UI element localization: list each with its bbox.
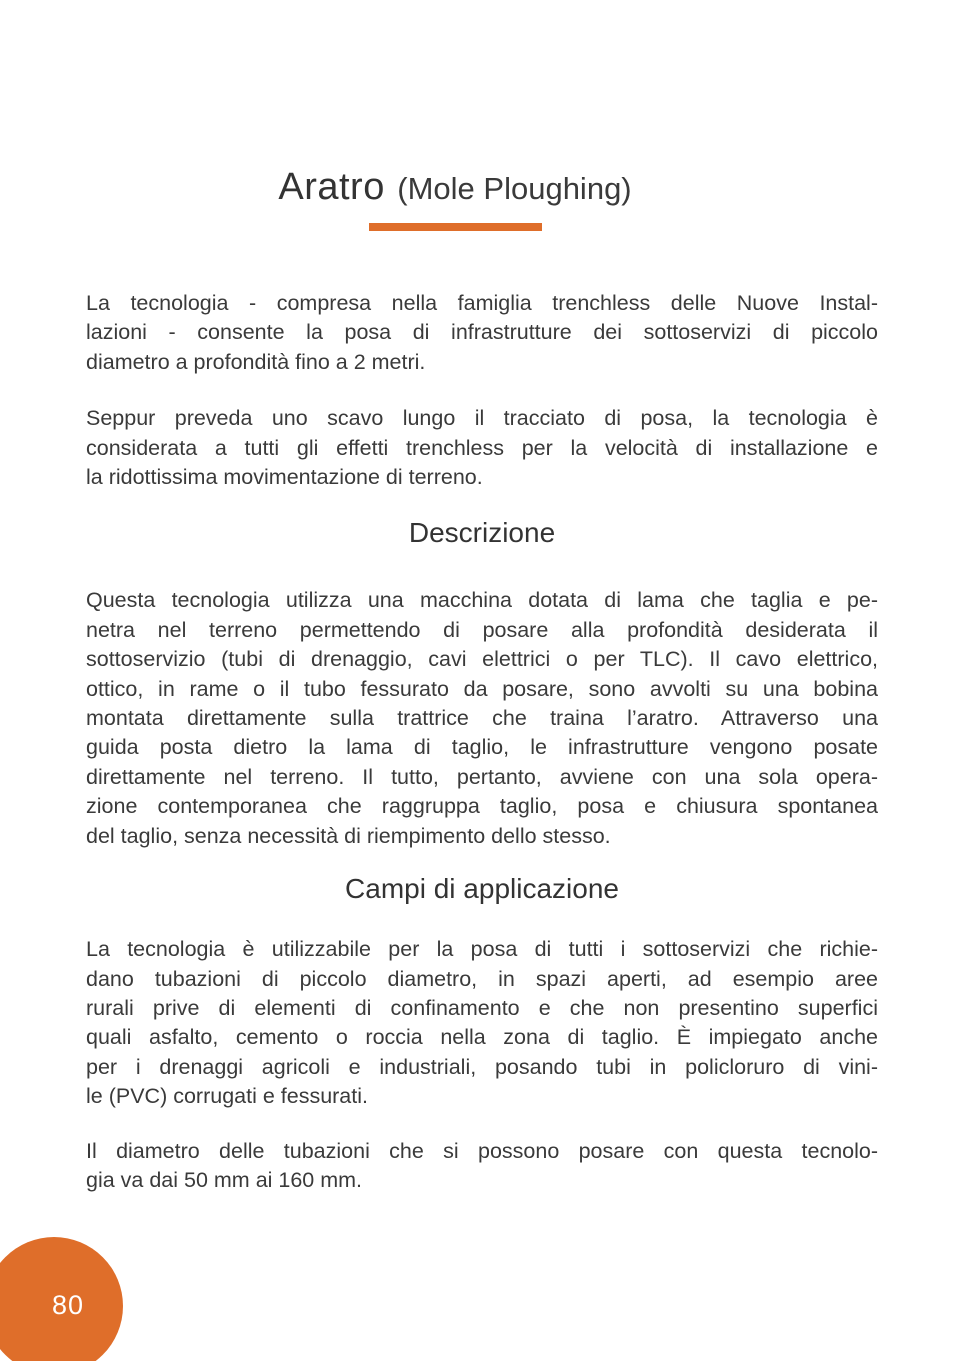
- text-line: considerata a tutti gli effetti trenchless per la velocità di installazione e: [86, 435, 878, 460]
- page-title: [59, 167, 851, 215]
- text-line: zione contemporanea che raggruppa taglio, posa e chiusura spontanea: [86, 794, 878, 819]
- text-line: per i drenaggi agricoli e industriali, posando tubi in policloruro di vini-: [86, 1054, 878, 1079]
- text-line: montata direttamente sulla trattrice che traina l’aratro. Attraverso una: [86, 706, 878, 731]
- text-line: direttamente nel terreno. Il tutto, pertanto, avviene con una sola opera-: [86, 764, 878, 789]
- text-line: diametro a profondità fino a 2 metri.: [86, 349, 426, 374]
- text-line: la ridottissima movimentazione di terreno.: [86, 465, 483, 490]
- text-line: lazioni - consente la posa di infrastrutture dei sottoservizi di piccolo: [86, 320, 878, 345]
- text-line: sottoservizio (tubi di drenaggio, cavi elettrici o per TLC). Il cavo elettrico,: [86, 647, 878, 672]
- text-line: Questa tecnologia utilizza una macchina dotata di lama che taglia e pe-: [86, 588, 878, 613]
- campi-paragraph-1: [86, 935, 878, 1111]
- title-underline-bar: [369, 223, 542, 231]
- text-line: La tecnologia - compresa nella famiglia trenchless delle Nuove Instal-: [86, 291, 878, 315]
- heading-descrizione: Descrizione: [408, 517, 556, 549]
- text-line: guida posta dietro la lama di taglio, le infrastrutture vengono posate: [86, 735, 878, 760]
- text-line: quali asfalto, cemento o roccia nella zona di taglio. È impiegato anche: [86, 1025, 878, 1050]
- text-line: gia va dai 50 mm ai 160 mm.: [86, 1167, 363, 1192]
- page-title-main: Aratro: [278, 166, 385, 208]
- text-line: le (PVC) corrugati e fessurati.: [86, 1084, 368, 1109]
- campi-paragraph-2: [86, 1137, 878, 1196]
- text-line: Seppur preveda uno scavo lungo il tracciato di posa, la tecnologia è: [86, 406, 878, 431]
- text-line: dano tubazioni di piccolo diametro, in spazi aperti, ad esempio aree: [86, 966, 878, 991]
- title-block: [59, 167, 851, 231]
- descrizione-paragraph: [86, 586, 878, 851]
- page-title-subtitle: (Mole Ploughing): [397, 171, 632, 206]
- intro-paragraph-1: [86, 289, 878, 377]
- text-line: La tecnologia è utilizzabile per la posa di tutti i sottoservizi che richie-: [86, 937, 878, 962]
- heading-campi-di-applicazione: Campi di applicazione: [345, 873, 619, 905]
- text-line: rurali prive di elementi di confinamento e che non presentino superfici: [86, 995, 878, 1020]
- page-number: 80: [52, 1290, 85, 1320]
- text-line: ottico, in rame o il tubo fessurato da posare, sono avvolti su una bobina: [86, 676, 878, 701]
- text-line: Il diametro delle tubazioni che si possono posare con questa tecnolo-: [86, 1138, 878, 1163]
- page-content: [86, 0, 878, 1195]
- intro-paragraph-2: [86, 404, 878, 492]
- text-line: netra nel terreno permettendo di posare alla profondità desiderata il: [86, 617, 878, 642]
- text-line: del taglio, senza necessità di riempimento dello stesso.: [86, 823, 611, 848]
